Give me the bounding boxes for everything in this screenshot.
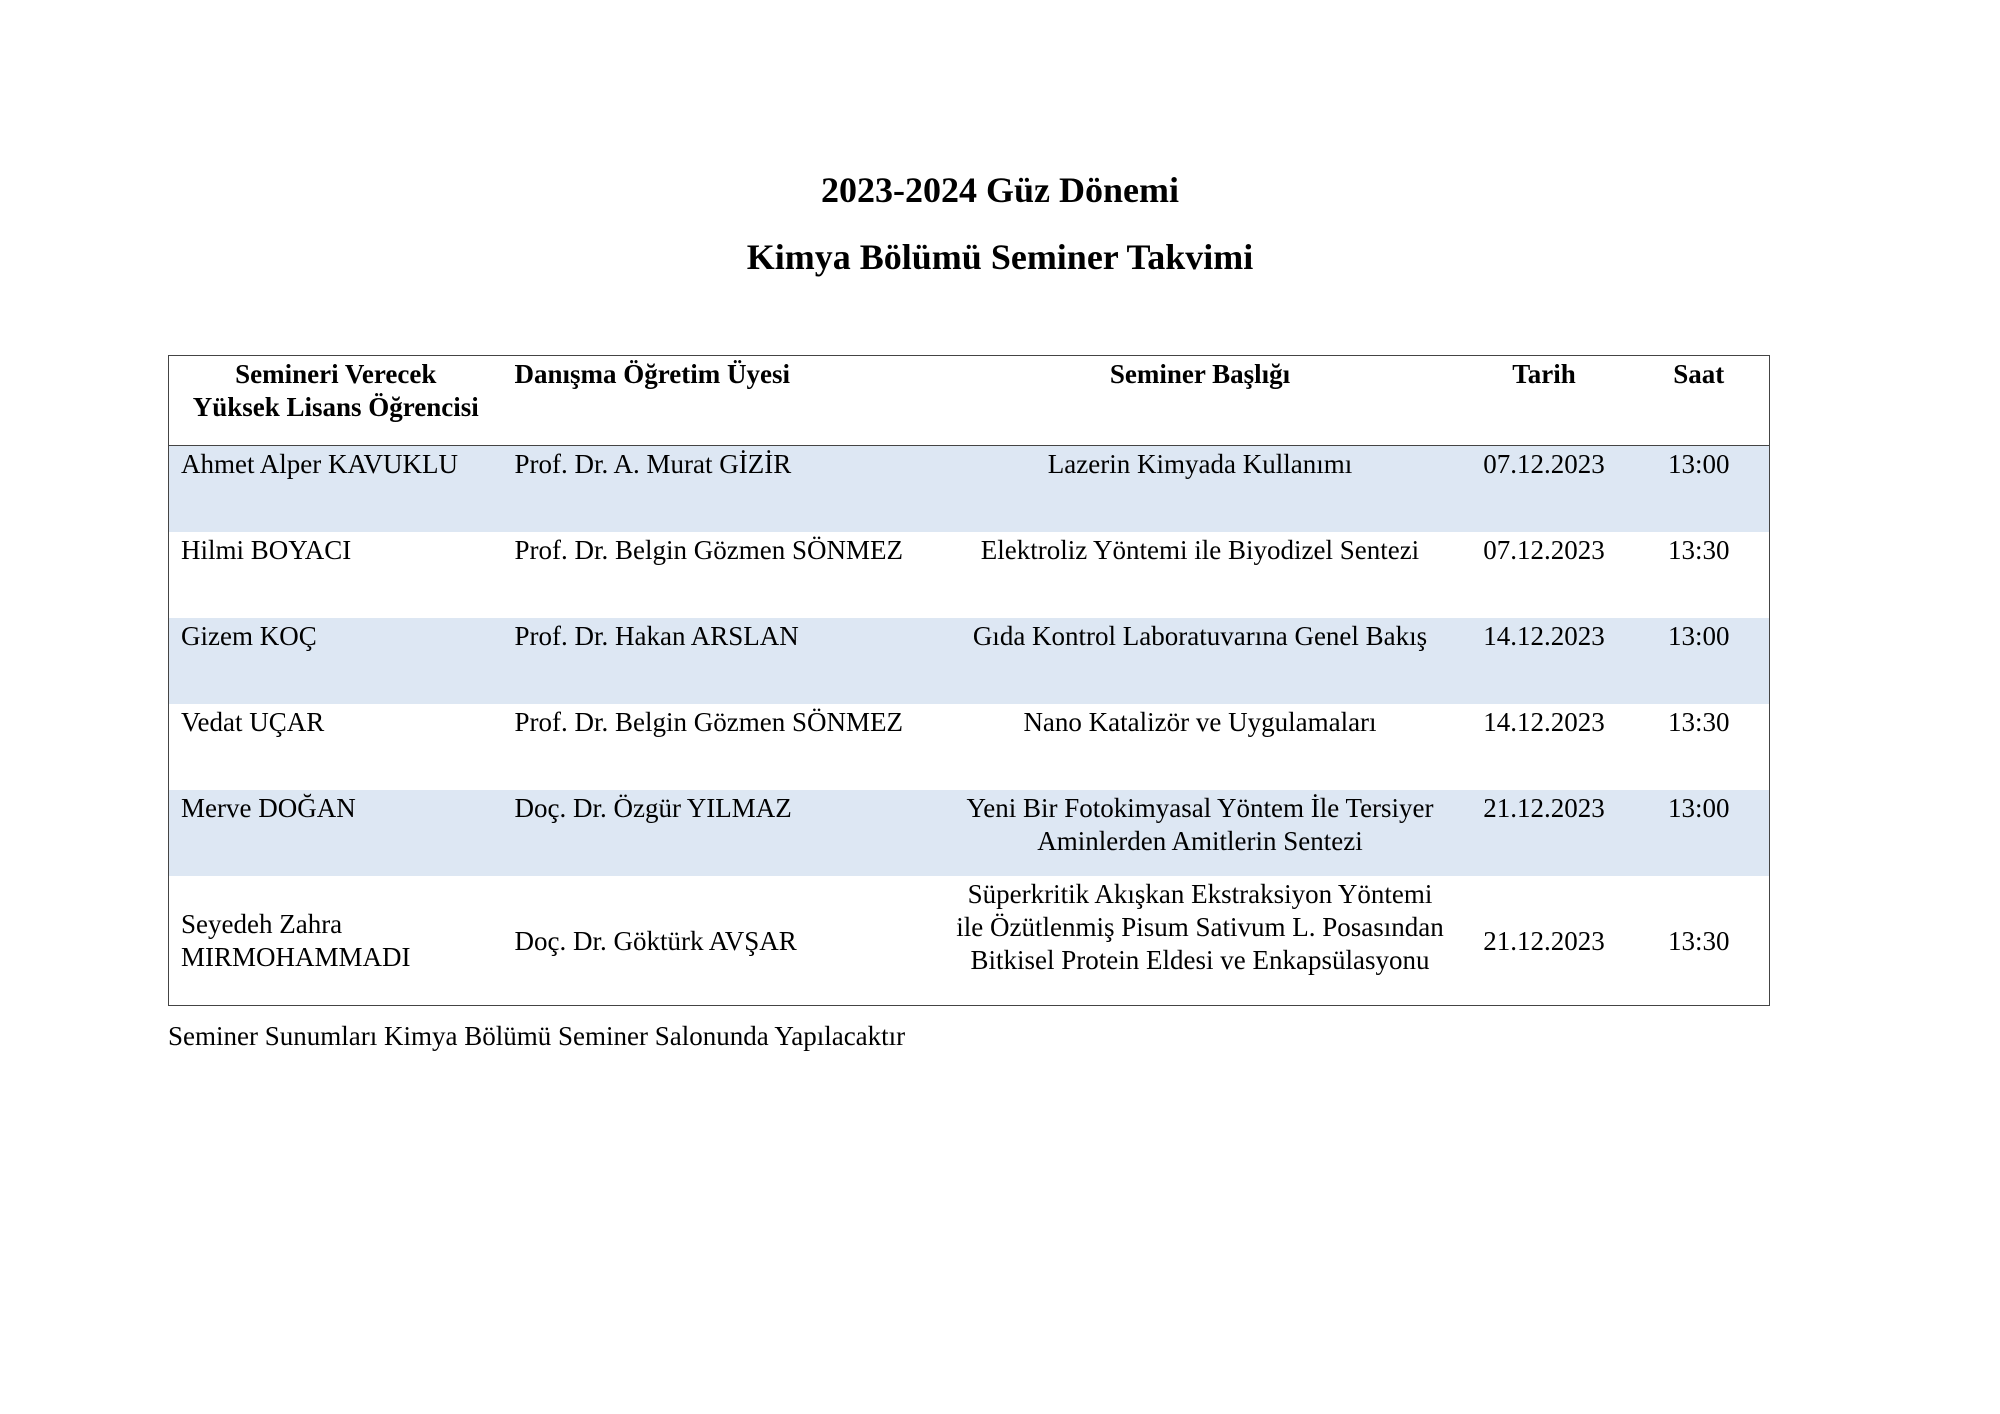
column-header-student: [169, 356, 503, 446]
table-row: [169, 618, 1770, 704]
cell-seminar-title: Lazerin Kimyada Kullanımı: [941, 446, 1460, 532]
cell-student: Vedat UÇAR: [181, 706, 325, 737]
column-header-student-line2: Yüksek Lisans Öğrencisi: [192, 392, 479, 422]
document-title-term: 2023-2024 Güz Dönemi: [821, 170, 1179, 210]
document-title-department: Kimya Bölümü Seminer Takvimi: [746, 237, 1254, 277]
cell-advisor: Prof. Dr. Belgin Gözmen SÖNMEZ: [514, 706, 903, 737]
cell-advisor: Doç. Dr. Özgür YILMAZ: [503, 790, 941, 876]
column-header-date: Tarih: [1460, 356, 1629, 446]
cell-date: 21.12.2023: [1460, 790, 1629, 876]
table-header-row: [169, 356, 1770, 446]
table-row: [169, 704, 1770, 790]
cell-student: Ahmet Alper KAVUKLU: [169, 446, 503, 532]
cell-seminar-title: Elektroliz Yöntemi ile Biyodizel Sentezi: [980, 534, 1420, 565]
table-row: [169, 446, 1770, 532]
cell-time: 13:00: [1629, 618, 1770, 704]
cell-seminar-title: Nano Katalizör ve Uygulamaları: [1023, 706, 1377, 737]
cell-time: 13:30: [1667, 534, 1730, 565]
cell-advisor: Doç. Dr. Göktürk AVŞAR: [514, 925, 797, 956]
cell-student: Hilmi BOYACI: [181, 534, 352, 565]
cell-time: 13:30: [1667, 706, 1730, 737]
cell-date: 07.12.2023: [1460, 446, 1629, 532]
footer-note: Seminer Sunumları Kimya Bölümü Seminer Salonunda Yapılacaktır: [168, 1021, 906, 1051]
cell-seminar-title: Yeni Bir Fotokimyasal Yöntem İle Tersiyer Aminlerden Amitlerin Sentezi: [941, 790, 1460, 876]
table-row: [169, 532, 1770, 618]
cell-time: 13:00: [1629, 446, 1770, 532]
table-row: [169, 876, 1770, 1006]
cell-date: 07.12.2023: [1483, 534, 1605, 565]
cell-advisor: Prof. Dr. Belgin Gözmen SÖNMEZ: [514, 534, 903, 565]
cell-student: Seyedeh Zahra MIRMOHAMMADI: [181, 909, 411, 973]
cell-date: 14.12.2023: [1460, 618, 1629, 704]
column-header-title: Seminer Başlığı: [941, 356, 1460, 446]
cell-date: 14.12.2023: [1483, 706, 1605, 737]
column-header-advisor: Danışma Öğretim Üyesi: [503, 356, 941, 446]
column-header-time: Saat: [1629, 356, 1770, 446]
cell-student: Merve DOĞAN: [169, 790, 503, 876]
cell-advisor: Prof. Dr. Hakan ARSLAN: [503, 618, 941, 704]
cell-time: 13:30: [1667, 925, 1730, 956]
table-row: [169, 790, 1770, 876]
cell-advisor: Prof. Dr. A. Murat GİZİR: [503, 446, 941, 532]
cell-date: 21.12.2023: [1483, 925, 1605, 956]
cell-time: 13:00: [1629, 790, 1770, 876]
cell-student: Gizem KOÇ: [169, 618, 503, 704]
cell-seminar-title: Gıda Kontrol Laboratuvarına Genel Bakış: [941, 618, 1460, 704]
cell-seminar-title: Süperkritik Akışkan Ekstraksiyon Yöntemi ile Özütlenmiş Pisum Sativum L. Posasından Bitkisel Protein Eldesi ve Enkapsülasyonu: [956, 878, 1444, 975]
seminar-schedule-table: [168, 355, 1770, 1006]
column-header-student-line1: Semineri Verecek: [235, 359, 437, 389]
